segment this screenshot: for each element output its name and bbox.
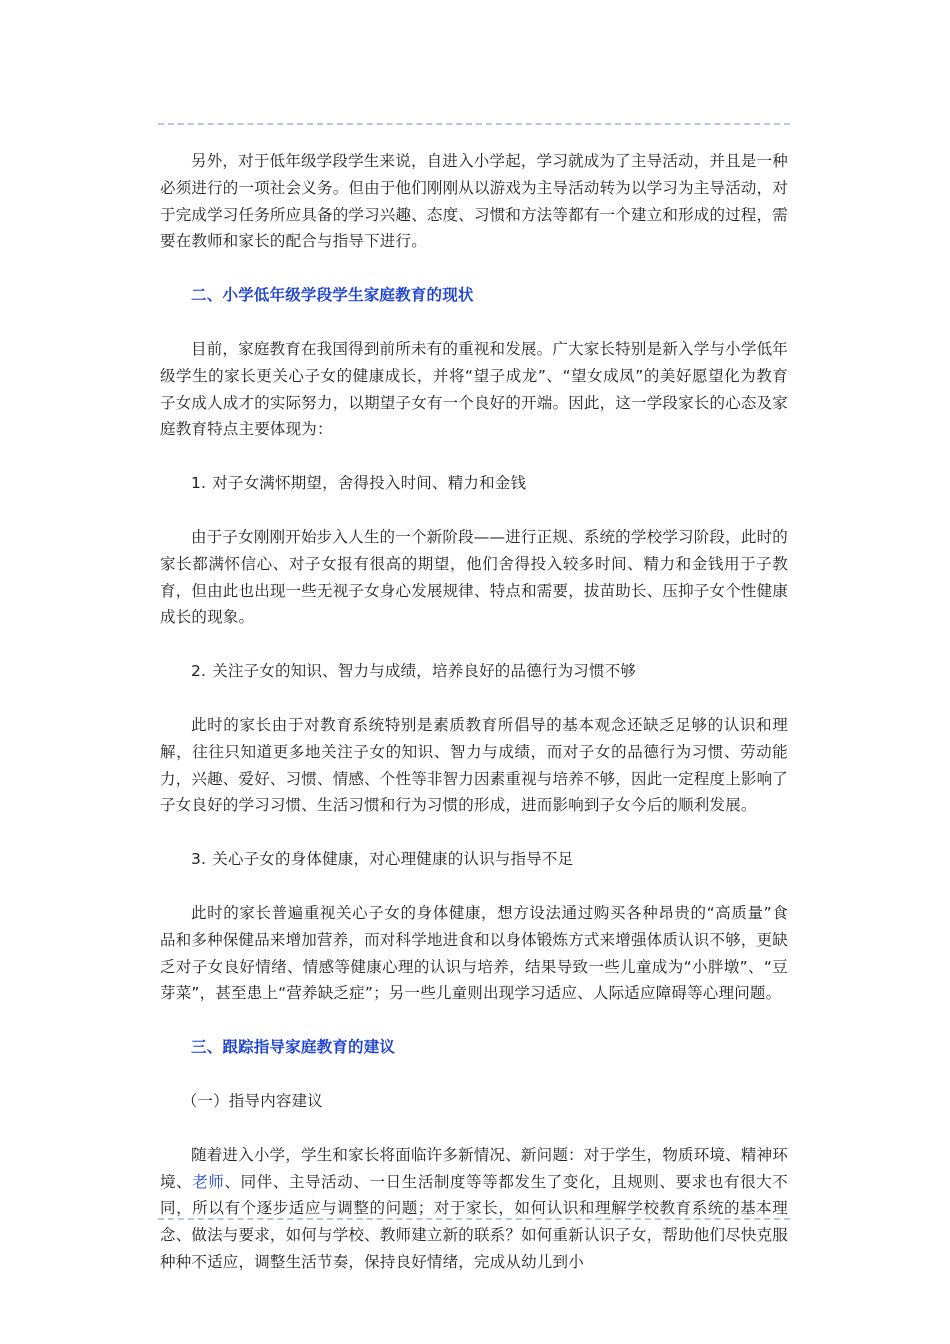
section-heading-2: 二、小学低年级学段学生家庭教育的现状 [191,286,474,305]
paragraph-section2-intro: 目前，家庭教育在我国得到前所未有的重视和发展。广大家长特别是新入学与小学低年级学生的家长更关心子女的健康成长，并将“望子成龙”、“望女成凤”的美好愿望化为教育子女成人成才的实际努力，以期望子女有一个良好的开端。因此，这一学段家长的心态及家庭教育特点主要体现为： [160,339,789,439]
bottom-dashed-rule [158,1218,790,1220]
list-item-number: 3. [191,850,207,869]
list-item-3 [160,846,788,873]
paragraph-item1: 由于子女刚刚开始步入人生的一个新阶段——进行正规、系统的学校学习阶段，此时的家长都满怀信心、对子女报有很高的期望，他们舍得投入较多时间、精力和金钱用于子教育，但由此也出现一些无视子女身心发展规律、特点和需要，拔苗助长、压抑子女个性健康成长的现象。 [160,527,789,627]
top-dashed-rule [158,123,790,125]
list-item-text: 关注子女的知识、智力与成绩，培养良好的品德行为习惯不够 [212,662,637,681]
list-item-text: 对子女满怀期望，舍得投入时间、精力和金钱 [212,474,527,493]
paragraph-item3: 此时的家长普遍重视关心子女的身体健康，想方设法通过购买各种昂贵的“高质量”食品和多种保健品来增加营养，而对科学地进食和以身体锻炼方式来增强体质认识不够，更缺乏对子女良好情绪、情感等健康心理的认识与培养，结果导致一些儿童成为“小胖墩”、“豆芽菜”，甚至患上“营养缺乏症”；另一些儿童则出现学习适应、人际适应障碍等心理问题。 [160,903,789,1003]
list-item-text: 关心子女的身体健康，对心理健康的认识与指导不足 [212,850,574,869]
document-body [160,148,788,1276]
teacher-link[interactable]: 老师 [192,1172,225,1191]
list-item-number: 1. [191,474,207,493]
section-heading-3: 三、跟踪指导家庭教育的建议 [191,1038,396,1057]
sub-heading-guidance-content: （一）指导内容建议 [181,1091,323,1110]
list-item-1 [160,470,788,497]
paragraph-intro: 另外，对于低年级学段学生来说，自进入小学起，学习就成为了主导活动，并且是一种必须进行的一项社会义务。但由于他们刚刚从以游戏为主导活动转为以学习为主导活动，对于完成学习任务所应具备的学习兴趣、态度、习惯和方法等都有一个建立和形成的过程，需要在教师和家长的配合与指导下进行。 [160,152,789,251]
paragraph-last-text-after: 、同伴、主导活动、一日生活制度等等都发生了变化，且规则、要求也有很大不同，所以有个逐步适应与调整的问题；对于家长，如何认识和理解学校教育系统的基本理念、做法与要求，如何与学校、教师建立新的联系？如何重新认识子女，帮助他们尽快克服种种不适应，调整生活节奏，保持良好情绪，完成从幼儿到小 [160,1172,789,1271]
list-item-number: 2. [191,662,207,681]
list-item-2 [160,658,788,685]
paragraph-item2: 此时的家长由于对教育系统特别是素质教育所倡导的基本观念还缺乏足够的认识和理解，往往只知道更多地关注子女的知识、智力与成绩，而对子女的品德行为习惯、劳动能力，兴趣、爱好、习惯、情感、个性等非智力因素重视与培养不够，因此一定程度上影响了子女良好的学习习惯、生活习惯和行为习惯的形成，进而影响到子女今后的顺利发展。 [160,715,789,815]
paragraph-last-text-before: 随着进入小学，学生和家长将面临许多新情况、新问题：对于学生，物质环境、精神环境、 [160,1145,788,1191]
paragraph-last [160,1142,788,1276]
